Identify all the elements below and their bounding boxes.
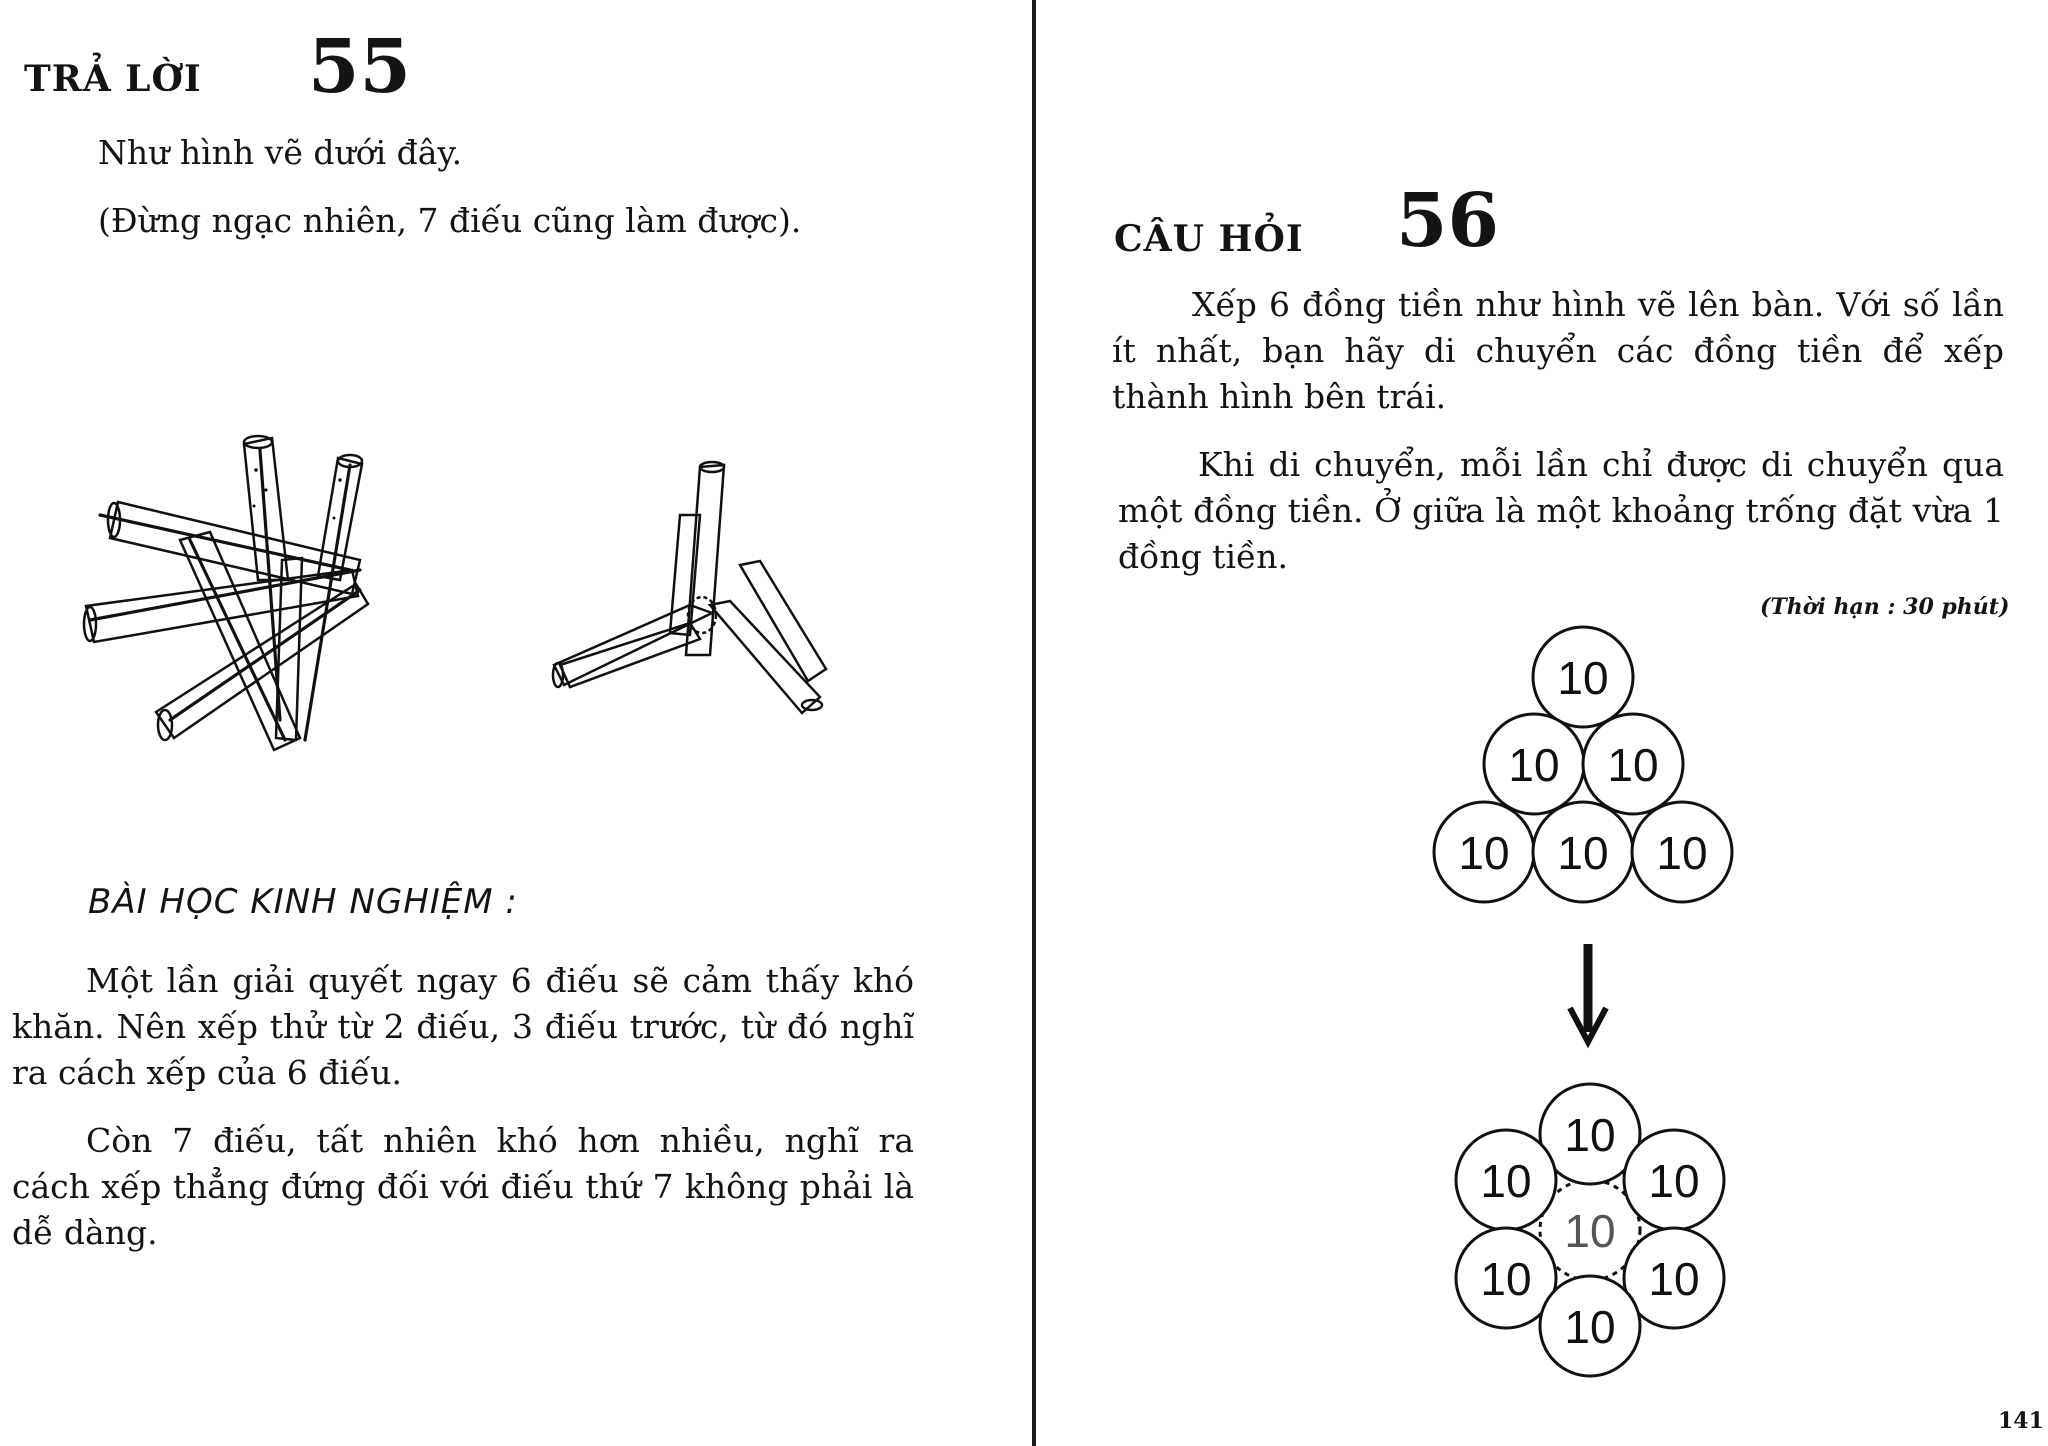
question-paragraph-2: Khi di chuyển, mỗi lần chỉ được di chuyển qua một đồng tiền. Ở giữa là một khoảng trống đặt vừa 1 đồng tiền. <box>1118 445 2004 576</box>
lesson-paragraph-1: Một lần giải quyết ngay 6 điếu sẽ cảm thấy khó khăn. Nên xếp thử từ 2 điếu, 3 điếu trước, từ đó nghĩ ra cách xếp của 6 điếu. <box>12 961 914 1092</box>
coin <box>1540 1276 1640 1376</box>
cigarette <box>100 515 350 570</box>
intro-line-1: Như hình vẽ dưới đây. <box>98 133 463 172</box>
question-label: CÂU HỎI <box>1114 218 1304 260</box>
svg-text:10: 10 <box>1564 1109 1616 1161</box>
coin <box>1456 1130 1556 1230</box>
page-gutter <box>1032 0 1036 1446</box>
coin-puzzle-diagram <box>1400 612 1760 1412</box>
coin <box>1624 1130 1724 1230</box>
svg-text:10: 10 <box>1508 739 1560 791</box>
coin <box>1533 802 1633 902</box>
svg-text:10: 10 <box>1480 1155 1532 1207</box>
coin <box>1533 627 1633 727</box>
down-arrow-icon <box>1570 944 1606 1042</box>
svg-text:10: 10 <box>1564 1301 1616 1353</box>
svg-text:10: 10 <box>1648 1253 1700 1305</box>
intro-line-2: (Đừng ngạc nhiên, 7 điếu cũng làm được). <box>98 201 802 240</box>
right-page <box>1040 0 2048 1446</box>
svg-text:10: 10 <box>1458 827 1510 879</box>
svg-text:10: 10 <box>1564 1205 1616 1257</box>
question-number: 56 <box>1396 178 1499 264</box>
svg-text:10: 10 <box>1656 827 1708 879</box>
time-limit: (Thời hạn : 30 phút) <box>1760 594 2010 620</box>
lesson-paragraph-2: Còn 7 điếu, tất nhiên khó hơn nhiều, nghĩ ra cách xếp thẳng đứng đối với điếu thứ 7 không phải là dễ dàng. <box>12 1121 914 1252</box>
lesson-heading: BÀI HỌC KINH NGHIỆM : <box>88 882 518 922</box>
svg-text:10: 10 <box>1557 827 1609 879</box>
page-number: 141 <box>1998 1408 2044 1434</box>
seven-cigarettes-illustration <box>540 455 840 735</box>
answer-label: TRẢ LỜI <box>24 58 202 100</box>
svg-text:10: 10 <box>1607 739 1659 791</box>
svg-text:10: 10 <box>1480 1253 1532 1305</box>
coin <box>1632 802 1732 902</box>
six-cigarettes-illustration <box>70 420 390 760</box>
coin <box>1434 802 1534 902</box>
svg-text:10: 10 <box>1648 1155 1700 1207</box>
coin <box>1484 714 1584 814</box>
answer-number: 55 <box>308 24 411 110</box>
question-paragraph-1: Xếp 6 đồng tiền như hình vẽ lên bàn. Với số lần ít nhất, bạn hãy di chuyển các đồng tiền để xếp thành hình bên trái. <box>1112 285 2004 416</box>
coin <box>1583 714 1683 814</box>
svg-text:10: 10 <box>1557 652 1609 704</box>
